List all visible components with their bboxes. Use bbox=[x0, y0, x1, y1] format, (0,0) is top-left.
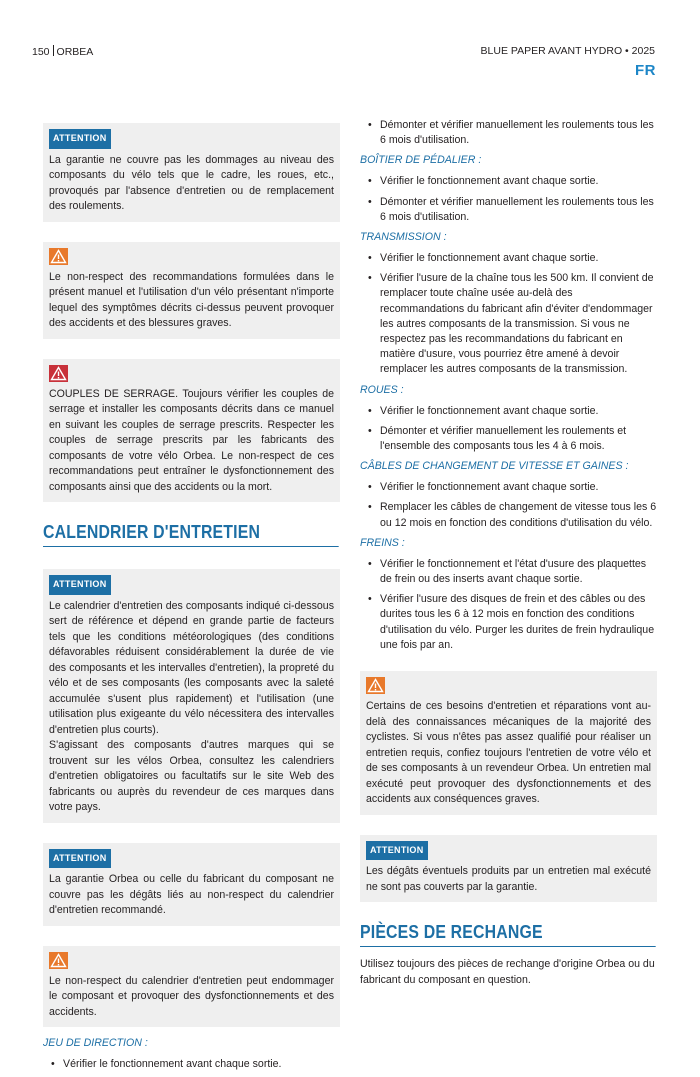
attention-box bbox=[43, 569, 340, 823]
danger-text: COUPLES DE SERRAGE. Toujours vérifier les couples de serrage et installer les composants décrits dans ce manuel en suivant les couples de serrage prescrits. Respecter les couples de serrage prescrits par les fabricants des composants de votre vélo Orbea. Le non-respect de ces recommandations peut entraîner le dysfonctionnement des composants ainsi que des accidents ou la mort. bbox=[49, 387, 334, 493]
subheading-roues: ROUES : bbox=[360, 383, 404, 396]
attention-badge: ATTENTION bbox=[49, 575, 111, 595]
right-column bbox=[360, 118, 657, 988]
attention-box bbox=[360, 835, 657, 903]
attention-box bbox=[43, 843, 340, 926]
language-label: FR bbox=[635, 62, 656, 79]
attention-text: S'agissant des composants d'autres marques qui se trouvent sur les vélos Orbea, consultez les calendriers d'entretien obligatoires ou facultatifs sur le site Web des fabricants ou auprès du revendeur de ces marques dans votre pays. bbox=[49, 739, 334, 813]
subheading-pedalier: BOÎTIER DE PÉDALIER : bbox=[360, 154, 482, 167]
subheading-freins: FREINS : bbox=[360, 536, 405, 549]
warning-icon bbox=[49, 952, 68, 969]
pedalier-list bbox=[360, 174, 657, 225]
list-item: • Vérifier l'usure de la chaîne tous les 500 km. Il convient de remplacer toute chaîne usée au-delà des recommandations du fabricant afin d'éviter d'endommager les autres composants de la transmission. Si vous ne respectez pas les recommandations du fabricant en matière d'usure, vous pourriez être amené à devoir remplacer les autres composants de la transmission. bbox=[360, 271, 657, 377]
jeu-direction-list-continued bbox=[360, 118, 657, 148]
list-item: • Vérifier l'usure des disques de frein et des câbles ou des durites tous les 6 à 12 mois en fonction des conditions d'utilisation du vélo. Purger les durites de frein hydraulique une fois par an. bbox=[360, 592, 657, 653]
list-item: • Vérifier le fonctionnement avant chaque sortie. bbox=[360, 404, 657, 419]
roues-list bbox=[360, 404, 657, 455]
brand-name: ORBEA bbox=[56, 46, 94, 58]
freins-list bbox=[360, 557, 657, 653]
subheading-jeu-direction: JEU DE DIRECTION : bbox=[43, 1037, 148, 1049]
list-item: • Démonter et vérifier manuellement les roulements tous les 6 mois d'utilisation. bbox=[360, 195, 657, 225]
subheading-cables: CÂBLES DE CHANGEMENT DE VITESSE ET GAINES : bbox=[360, 460, 629, 473]
list-item: • Démonter et vérifier manuellement les roulements et l'ensemble des composants tous les 4 à 6 mois. bbox=[360, 424, 657, 454]
attention-text: La garantie ne couvre pas les dommages au niveau des composants du vélo tels que le cadre, les roues, etc., provoqués par l'absence d'entretien ou de remplacement des roulements. bbox=[49, 153, 334, 212]
list-item: • Remplacer les câbles de changement de vitesse tous les 6 ou 12 mois en fonction des conditions d'utilisation du vélo. bbox=[360, 500, 657, 530]
jeu-direction-list bbox=[43, 1057, 340, 1072]
cables-list bbox=[360, 480, 657, 531]
section-title-pieces: PIÈCES DE RECHANGE bbox=[360, 922, 655, 947]
document-title: BLUE PAPER AVANT HYDRO • 2025 bbox=[480, 45, 655, 57]
attention-badge: ATTENTION bbox=[49, 129, 111, 149]
warning-box bbox=[43, 242, 340, 339]
danger-icon bbox=[49, 365, 68, 382]
warning-box bbox=[360, 671, 657, 815]
left-column bbox=[43, 118, 340, 1077]
list-item: • Vérifier le fonctionnement avant chaque sortie. bbox=[360, 480, 657, 495]
warning-text: Certains de ces besoins d'entretien et réparations vont au-delà des connaissances mécaniques de la majorité des cyclistes. Si vous n'êtes pas assez qualifié pour réaliser un entretien requis, confiez toujours l'entretien de votre vélo et de ses composants à un revendeur Orbea. Un entretien mal exécuté peut provoquer des dysfonctionnements et des accidents aux conséquences graves. bbox=[366, 700, 651, 806]
pieces-text: Utilisez toujours des pièces de rechange d'origine Orbea ou du fabricant du composant en question. bbox=[360, 958, 655, 986]
page-header-left bbox=[32, 45, 93, 58]
attention-box bbox=[43, 123, 340, 222]
page-number: 150 bbox=[32, 46, 50, 58]
list-item: • Vérifier le fonctionnement avant chaque sortie. bbox=[360, 174, 657, 189]
subheading-transmission: TRANSMISSION : bbox=[360, 231, 447, 244]
warning-icon bbox=[366, 677, 385, 694]
section-title-calendrier: CALENDRIER D'ENTRETIEN bbox=[43, 522, 338, 547]
list-item: • Vérifier le fonctionnement et l'état d'usure des plaquettes de frein ou des inserts avant chaque sortie. bbox=[360, 557, 657, 587]
header-divider bbox=[53, 45, 54, 56]
danger-box bbox=[43, 359, 340, 503]
attention-badge: ATTENTION bbox=[49, 849, 111, 869]
attention-text: Le calendrier d'entretien des composants indiqué ci-dessous sert de référence et dépend en grande partie de facteurs tels que les conditions météorologiques (des conditions défavorables réduisent considérablement la durée de vie des composants et les intervalles d'entretien), la propreté du vélo et de ses composants (les composants avec la saleté accumulée s'usent plus rapidement) et l'utilisation (une utilisation plus exigeante du vélo nécessitera des intervalles d'entretien plus courts). bbox=[49, 599, 334, 736]
attention-text: Les dégâts éventuels produits par un entretien mal exécuté ne sont pas couverts par la garantie. bbox=[366, 865, 651, 893]
attention-badge: ATTENTION bbox=[366, 841, 428, 861]
attention-text: La garantie Orbea ou celle du fabricant du composant ne couvre pas les dégâts liés au non-respect du calendrier d'entretien recommandé. bbox=[49, 873, 334, 916]
list-item: • Vérifier le fonctionnement avant chaque sortie. bbox=[360, 251, 657, 266]
warning-text: Le non-respect du calendrier d'entretien peut endommager le composant et provoquer des dysfonctionnements et des accidents. bbox=[49, 974, 334, 1018]
transmission-list bbox=[360, 251, 657, 378]
warning-icon bbox=[49, 248, 68, 265]
warning-text: Le non-respect des recommandations formulées dans le présent manuel et l'utilisation d'un vélo présentant n'importe lequel des symptômes décrits ci-dessus peuvent provoquer des accidents et des blessures graves. bbox=[49, 270, 334, 329]
warning-box bbox=[43, 946, 340, 1028]
list-item: • Démonter et vérifier manuellement les roulements tous les 6 mois d'utilisation. bbox=[360, 118, 657, 148]
list-item: • Vérifier le fonctionnement avant chaque sortie. bbox=[43, 1057, 340, 1072]
